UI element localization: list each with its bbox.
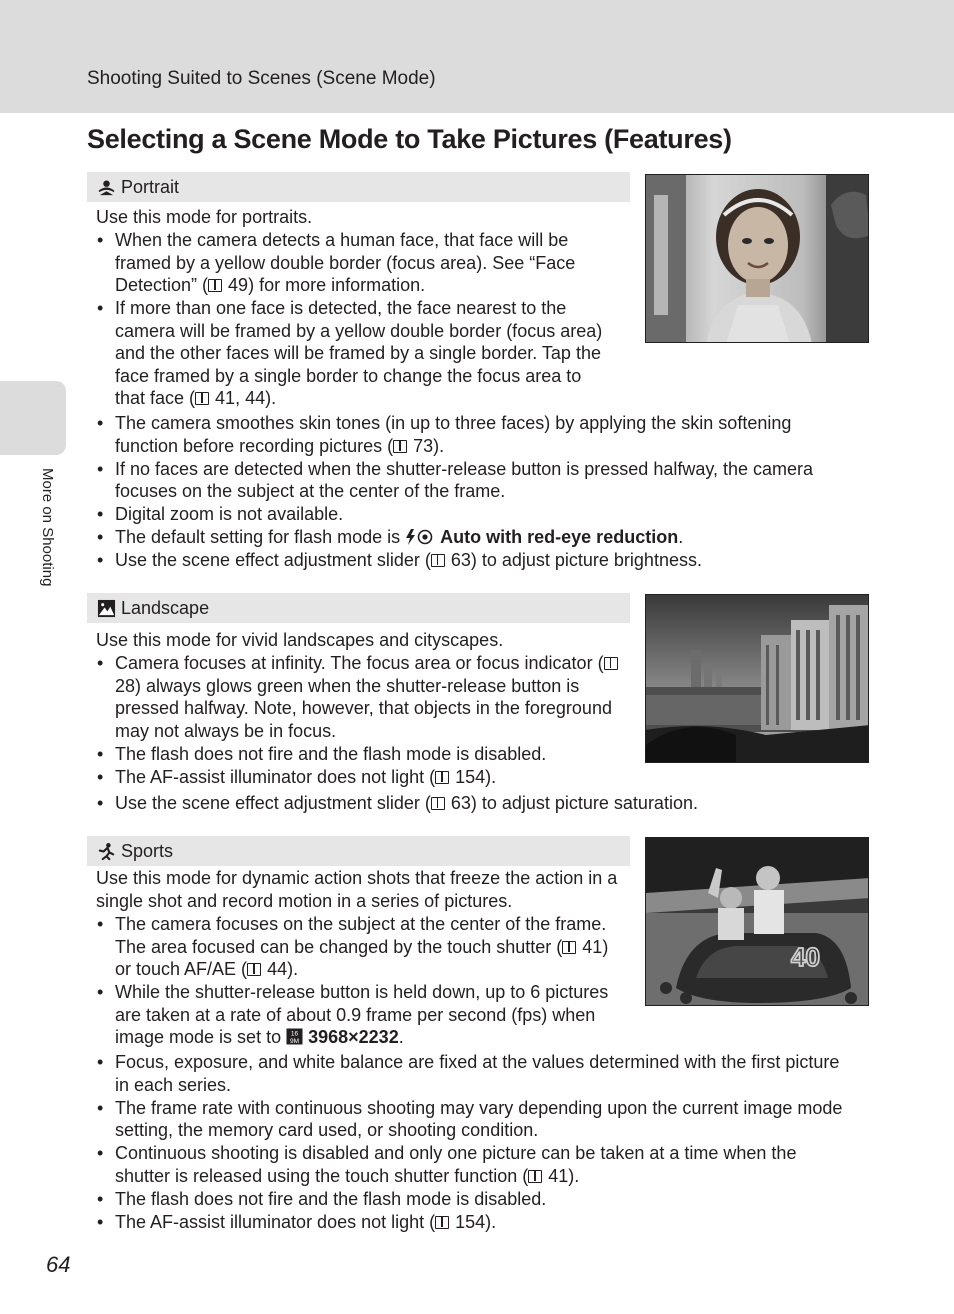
list-item: • The frame rate with continuous shooting may vary depending upon the current image mode setting, the memory card used, or shooting condition. — [96, 1097, 856, 1142]
portrait-list-bottom — [96, 412, 856, 572]
sports-section-heading — [87, 836, 630, 866]
kart-number: 40 — [791, 942, 820, 972]
portrait-section-heading — [87, 172, 630, 202]
header-band — [0, 0, 954, 113]
image-mode-icon — [286, 1028, 303, 1045]
sports-intro: Use this mode for dynamic action shots that freeze the action in a single shot and record motion in a series of pictures. — [96, 868, 618, 911]
sports-list-bottom — [96, 1051, 856, 1234]
running-header: Shooting Suited to Scenes (Scene Mode) — [87, 68, 436, 89]
reference-icon — [431, 554, 445, 567]
reference-icon — [393, 440, 407, 453]
sports-heading-label: Sports — [121, 841, 174, 861]
list-item: • The flash does not fire and the flash mode is disabled. — [96, 1188, 856, 1211]
reference-icon — [562, 941, 576, 954]
list-item: • While the shutter-release button is held down, up to 6 pictures are taken at a rate of about 0.9 frame per second (fps) when image mode is set to 16 9M 3968×2232. — [96, 981, 626, 1049]
landscape-heading-label: Landscape — [121, 598, 210, 618]
list-item: • The flash does not fire and the flash mode is disabled. — [96, 743, 626, 766]
portrait-heading-label: Portrait — [121, 177, 180, 197]
list-item: • Digital zoom is not available. — [96, 503, 856, 526]
landscape-list-top — [96, 652, 626, 789]
flash-red-eye-icon — [405, 528, 435, 546]
portrait-list-top — [96, 229, 616, 410]
reference-icon — [208, 279, 222, 292]
side-tab[interactable] — [0, 381, 66, 455]
landscape-section-heading — [87, 593, 630, 623]
list-item: • If more than one face is detected, the face nearest to the camera will be framed by a yellow double border (focus area) and the other faces will be framed by a single border. Tap the face framed by a single border to change the focus area to that face ( 41, 44). — [96, 297, 616, 410]
reference-icon — [435, 771, 449, 784]
reference-icon — [431, 797, 445, 810]
list-item: • The AF-assist illuminator does not light ( 154). — [96, 1211, 856, 1234]
reference-icon — [528, 1170, 542, 1183]
reference-icon — [435, 1216, 449, 1229]
reference-icon — [247, 963, 261, 976]
list-item: • The AF-assist illuminator does not light ( 154). — [96, 766, 626, 789]
list-item: • If no faces are detected when the shutter-release button is pressed halfway, the camera focuses on the subject at the center of the frame. — [96, 458, 856, 503]
landscape-mode-icon — [97, 599, 116, 618]
list-item: • The default setting for flash mode is Auto with red-eye reduction. — [96, 526, 856, 549]
list-item: • Continuous shooting is disabled and only one picture can be taken at a time when the shutter is released using the touch shutter function ( 41). — [96, 1142, 856, 1187]
portrait-sample-photo — [645, 174, 869, 343]
page-title: Selecting a Scene Mode to Take Pictures (Features) — [87, 124, 732, 154]
portrait-mode-icon — [97, 178, 116, 197]
landscape-list-bottom — [96, 792, 856, 815]
portrait-intro: Use this mode for portraits. — [96, 207, 313, 227]
list-item: • Focus, exposure, and white balance are fixed at the values determined with the first picture in each series. — [96, 1051, 856, 1096]
list-item: • The camera focuses on the subject at the center of the frame. The area focused can be changed by the touch shutter ( 41) or touch AF/AE ( 44). — [96, 913, 626, 981]
list-item: • Use the scene effect adjustment slider ( 63) to adjust picture saturation. — [96, 792, 856, 815]
sports-sample-photo — [645, 837, 869, 1006]
svg-text:16: 16 — [290, 1030, 299, 1038]
landscape-sample-photo — [645, 594, 869, 763]
side-label: More on Shooting — [39, 468, 56, 587]
svg-text:9M: 9M — [290, 1038, 300, 1045]
page-number: 64 — [46, 1252, 71, 1277]
sports-mode-icon — [97, 842, 116, 861]
list-item: • The camera smoothes skin tones (in up to three faces) by applying the skin softening function before recording pictures ( 73). — [96, 412, 856, 457]
list-item: • Camera focuses at infinity. The focus area or focus indicator ( 28) always glows green when the shutter-release button is pressed halfway. Note, however, that objects in the foreground may not always be in focus. — [96, 652, 626, 742]
landscape-intro: Use this mode for vivid landscapes and cityscapes. — [96, 630, 504, 650]
list-item: • When the camera detects a human face, that face will be framed by a yellow double border (focus area). See “Face Detection” ( 49) for more information. — [96, 229, 616, 297]
sports-list-top — [96, 913, 626, 1049]
reference-icon — [195, 392, 209, 405]
reference-icon — [604, 657, 618, 670]
list-item: • Use the scene effect adjustment slider ( 63) to adjust picture brightness. — [96, 549, 856, 572]
